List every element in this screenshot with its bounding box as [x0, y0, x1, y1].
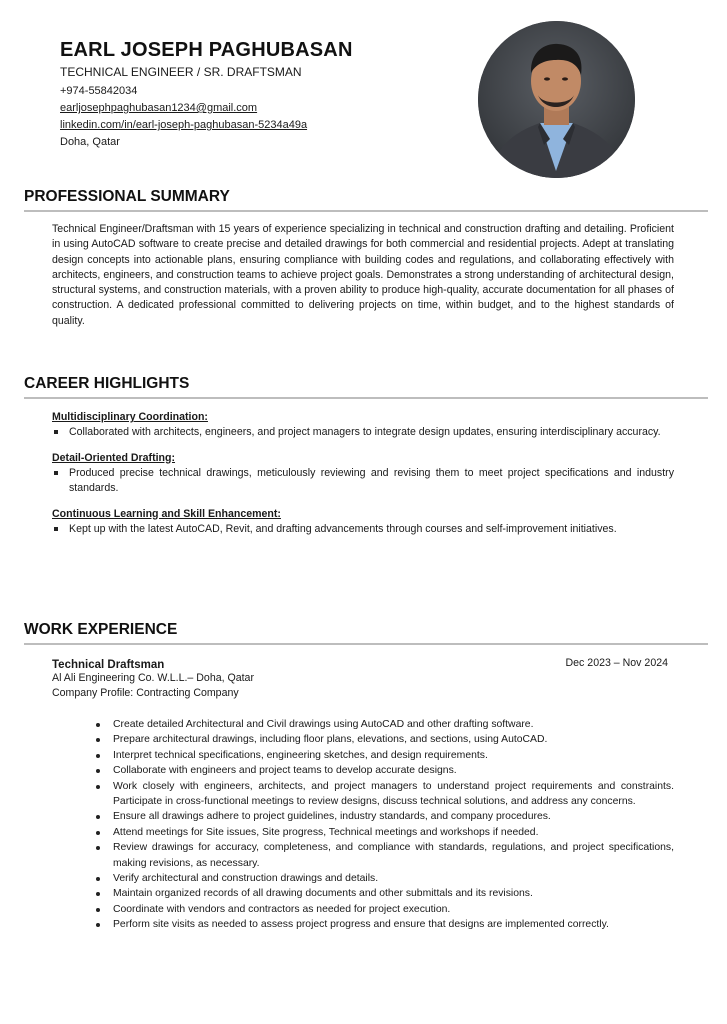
linkedin-link[interactable]: linkedin.com/in/earl-joseph-paghubasan-5234a49a — [60, 119, 308, 131]
career-highlights-section — [24, 374, 708, 537]
phone-number: +974-55842034 — [60, 85, 138, 97]
duties-list — [52, 717, 674, 933]
highlight-item: Collaborated with architects, engineers, and project managers to integrate design updates, ensuring interdisciplinary accuracy. — [52, 425, 674, 441]
highlight-item: Kept up with the latest AutoCAD, Revit, and drafting advancements through courses and self-improvement initiatives. — [52, 522, 674, 538]
duty-item: Prepare architectural drawings, including floor plans, elevations, and sections, using AutoCAD. — [52, 732, 674, 747]
duty-item: Review drawings for accuracy, completeness, and compliance with standards, regulations, and project specifications, making revisions, as necessary. — [52, 840, 674, 871]
summary-text: Technical Engineer/Draftsman with 15 years of experience specializing in technical and construction drafting and detailing. Proficient in using AutoCAD software to create precise and detailed drawings for both commercial and residential projects. Adept at translating design concepts into actionable plans, ensuring compliance with building codes and regulations, and collaborating effectively with architects, engineers, and construction teams to achieve project goals. Demonstrates a strong understanding of architectural design, structural systems, and construction materials, with a proven ability to produce high-quality, accurate documentation for all phases of construction. A dedicated professional committed to delivering projects on time, within budget, and to the highest standards of quality. — [52, 223, 674, 327]
highlight-title: Multidisciplinary Coordination: — [52, 411, 208, 423]
section-heading: PROFESSIONAL SUMMARY — [24, 187, 708, 212]
duty-item: Verify architectural and construction drawings and details. — [52, 871, 674, 886]
highlight-item: Produced precise technical drawings, meticulously reviewing and revising them to meet project specifications and industry standards. — [52, 466, 674, 497]
section-heading: WORK EXPERIENCE — [24, 620, 708, 645]
company-name: Al Ali Engineering Co. W.L.L.– Doha, Qatar — [52, 672, 254, 684]
resume-header — [60, 38, 460, 151]
duty-item: Coordinate with vendors and contractors as needed for project execution. — [52, 902, 674, 917]
job-dates: Dec 2023 – Nov 2024 — [565, 657, 668, 669]
duty-item: Ensure all drawings adhere to project guidelines, industry standards, and company procedures. — [52, 809, 674, 824]
duty-item: Perform site visits as needed to assess project progress and ensure that designs are implemented correctly. — [52, 917, 674, 932]
candidate-title: TECHNICAL ENGINEER / SR. DRAFTSMAN — [60, 65, 302, 79]
company-profile: Company Profile: Contracting Company — [52, 687, 239, 699]
duty-item: Collaborate with engineers and project teams to develop accurate designs. — [52, 763, 674, 778]
work-experience-section — [24, 620, 708, 933]
job-title: Technical Draftsman — [52, 659, 165, 671]
location: Doha, Qatar — [60, 136, 120, 148]
duty-item: Work closely with engineers, architects, and project managers to understand project requirements and constraints. Participate in cross-functional meetings to review designs, discuss technical solutions, and address any concerns. — [52, 779, 674, 810]
highlight-title: Continuous Learning and Skill Enhancement: — [52, 507, 281, 520]
highlight-title: Detail-Oriented Drafting: — [52, 451, 176, 464]
professional-summary-section — [24, 187, 708, 329]
duty-item: Interpret technical specifications, engineering sketches, and design requirements. — [52, 748, 674, 763]
duty-item: Maintain organized records of all drawing documents and other submittals and its revisions. — [52, 886, 674, 901]
email-link[interactable]: earljosephpaghubasan1234@gmail.com — [60, 102, 258, 114]
duty-item: Create detailed Architectural and Civil drawings using AutoCAD and other drafting software. — [52, 717, 674, 732]
profile-photo — [478, 21, 635, 178]
section-heading: CAREER HIGHLIGHTS — [24, 374, 708, 399]
duty-item: Attend meetings for Site issues, Site progress, Technical meetings and workshops if needed. — [52, 825, 674, 840]
candidate-name: EARL JOSEPH PAGHUBASAN — [60, 39, 353, 61]
